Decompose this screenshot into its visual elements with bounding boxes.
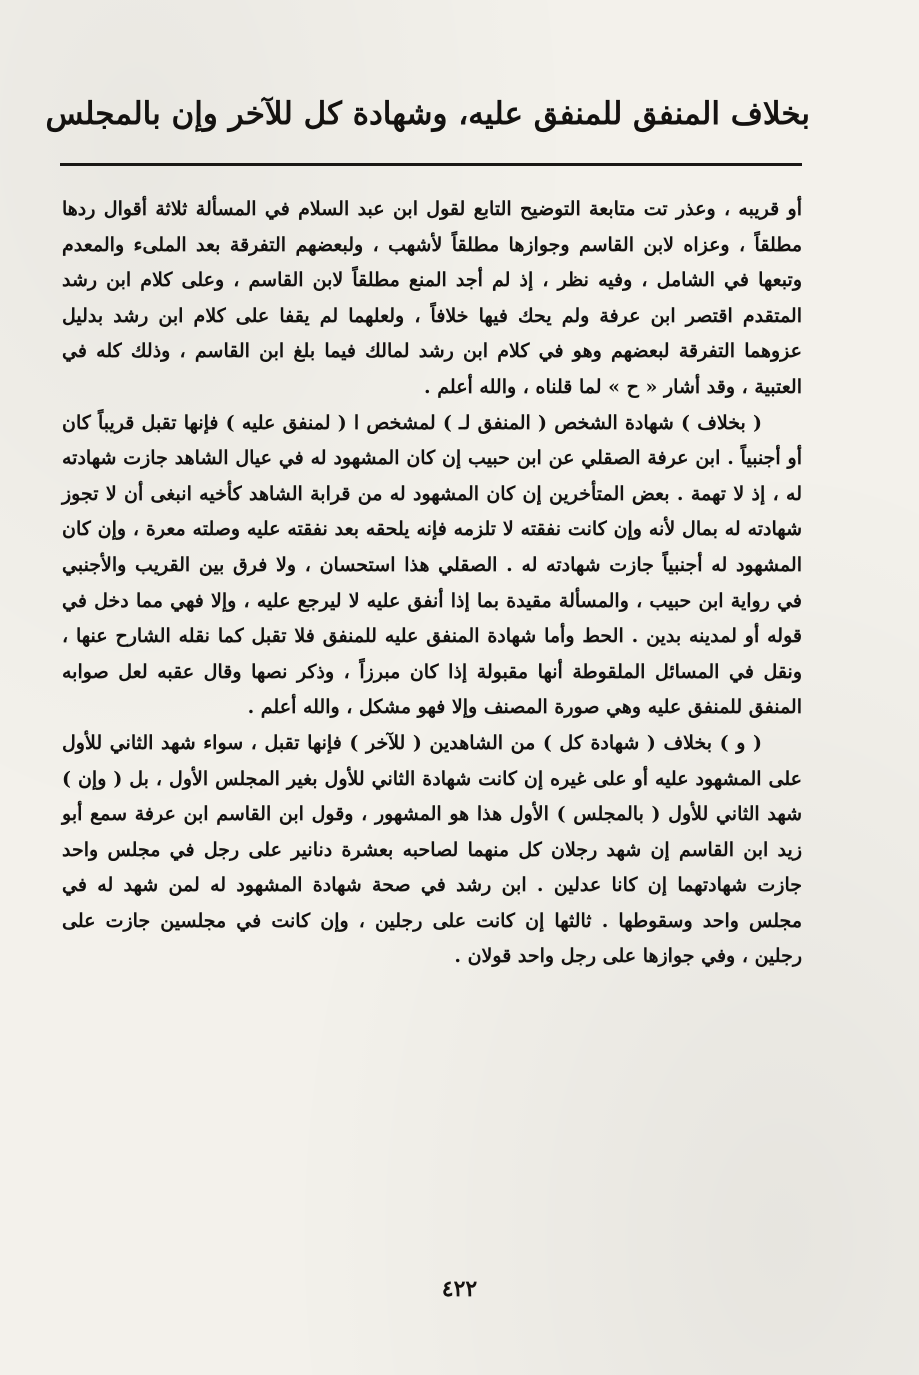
paragraph-2: ( بخلاف ) شهادة الشخص ( المنفق لـ ) لمشخص ا ( لمنفق عليه ) فإنها تقبل قريباً كان أو أجنبياً . ابن عرفة الصقلي عن ابن حبيب إن كان المشهود له في عيال الشاهد جازت شهادته له ، إذ لا تهمة . بعض المتأخرين إن كان المشهود له من قرابة الشاهد كأخيه انبغى أن لا تجوز شهادته له بمال لأنه وإن كانت نفقته لا تلزمه فإنه يلحقه بعد نفقته عليه وصلته معرة ، وإن كان المشهود له أجنبياً جازت شهادته له . الصقلي هذا استحسان ، ولا فرق بين القريب والأجنبي في رواية ابن حبيب ، والمسألة مقيدة بما إذا أنفق عليه لا ليرجع عليه ، وإلا فهي مما دخل في قوله أو لمدينه بدين . الحط وأما شهادة المنفق عليه للمنفق فلا تقبل كما نقله الشارح عنها ، ونقل في المسائل الملقوطة أنها مقبولة إذا كان مبرزاً ، وذكر نصها وقال عقبه لعل صوابه المنفق للمنفق عليه وهي صورة المصنف وإلا فهو مشكل ، والله أعلم . [62, 411, 802, 719]
header-divider-rule [60, 163, 802, 166]
running-header: بخلاف المنفق للمنفق عليه، وشهادة كل للآخر وإن بالمجلس [45, 96, 810, 132]
paragraph-1: أو قريبه ، وعذر تت متابعة التوضيح التابع لقول ابن عبد السلام في المسألة ثلاثة أقوال ردها مطلقاً ، وعزاه لابن القاسم وجوازها مطلقاً لأشهب ، ولبعضهم التفرقة بعد الملىء والمعدم وتبعها في الشامل ، وفيه نظر ، إذ لم أجد المنع مطلقاً لابن القاسم ، وعلى كلام ابن رشد المتقدم اقتصر ابن عرفة ولم يحك فيها خلافاً ، ولعلهما لم يقفا على كلام ابن رشد بدليل عزوهما التفرقة لبعضهم وهو في كلام ابن رشد لمالك فيما بلغ ابن القاسم ، وذلك كله في العتبية ، وقد أشار « ح » لما قلناه ، والله أعلم . [62, 198, 802, 398]
page-number: ٤٢٢ [441, 1276, 478, 1302]
paragraph-3: ( و ) بخلاف ( شهادة كل ) من الشاهدين ( للآخر ) فإنها تقبل ، سواء شهد الثاني للأول على المشهود عليه أو على غيره إن كانت شهادة الثاني للأول بغير المجلس الأول ، بل ( وإن ) شهد الثاني للأول ( بالمجلس ) الأول هذا هو المشهور ، وقول ابن القاسم ابن عرفة سمع أبو زيد ابن القاسم إن شهد رجلان كل منهما لصاحبه بعشرة دنانير على رجل في مجلس واحد جازت شهادتهما إن كانا عدلين . ابن رشد في صحة شهادة المشهود له لمن شهد له في مجلس واحد وسقوطها . ثالثها إن كانت على رجلين ، وإن كانت في مجلسين جازت على رجلين ، وفي جوازها على رجل واحد قولان . [62, 731, 802, 968]
main-text-block [62, 192, 802, 975]
